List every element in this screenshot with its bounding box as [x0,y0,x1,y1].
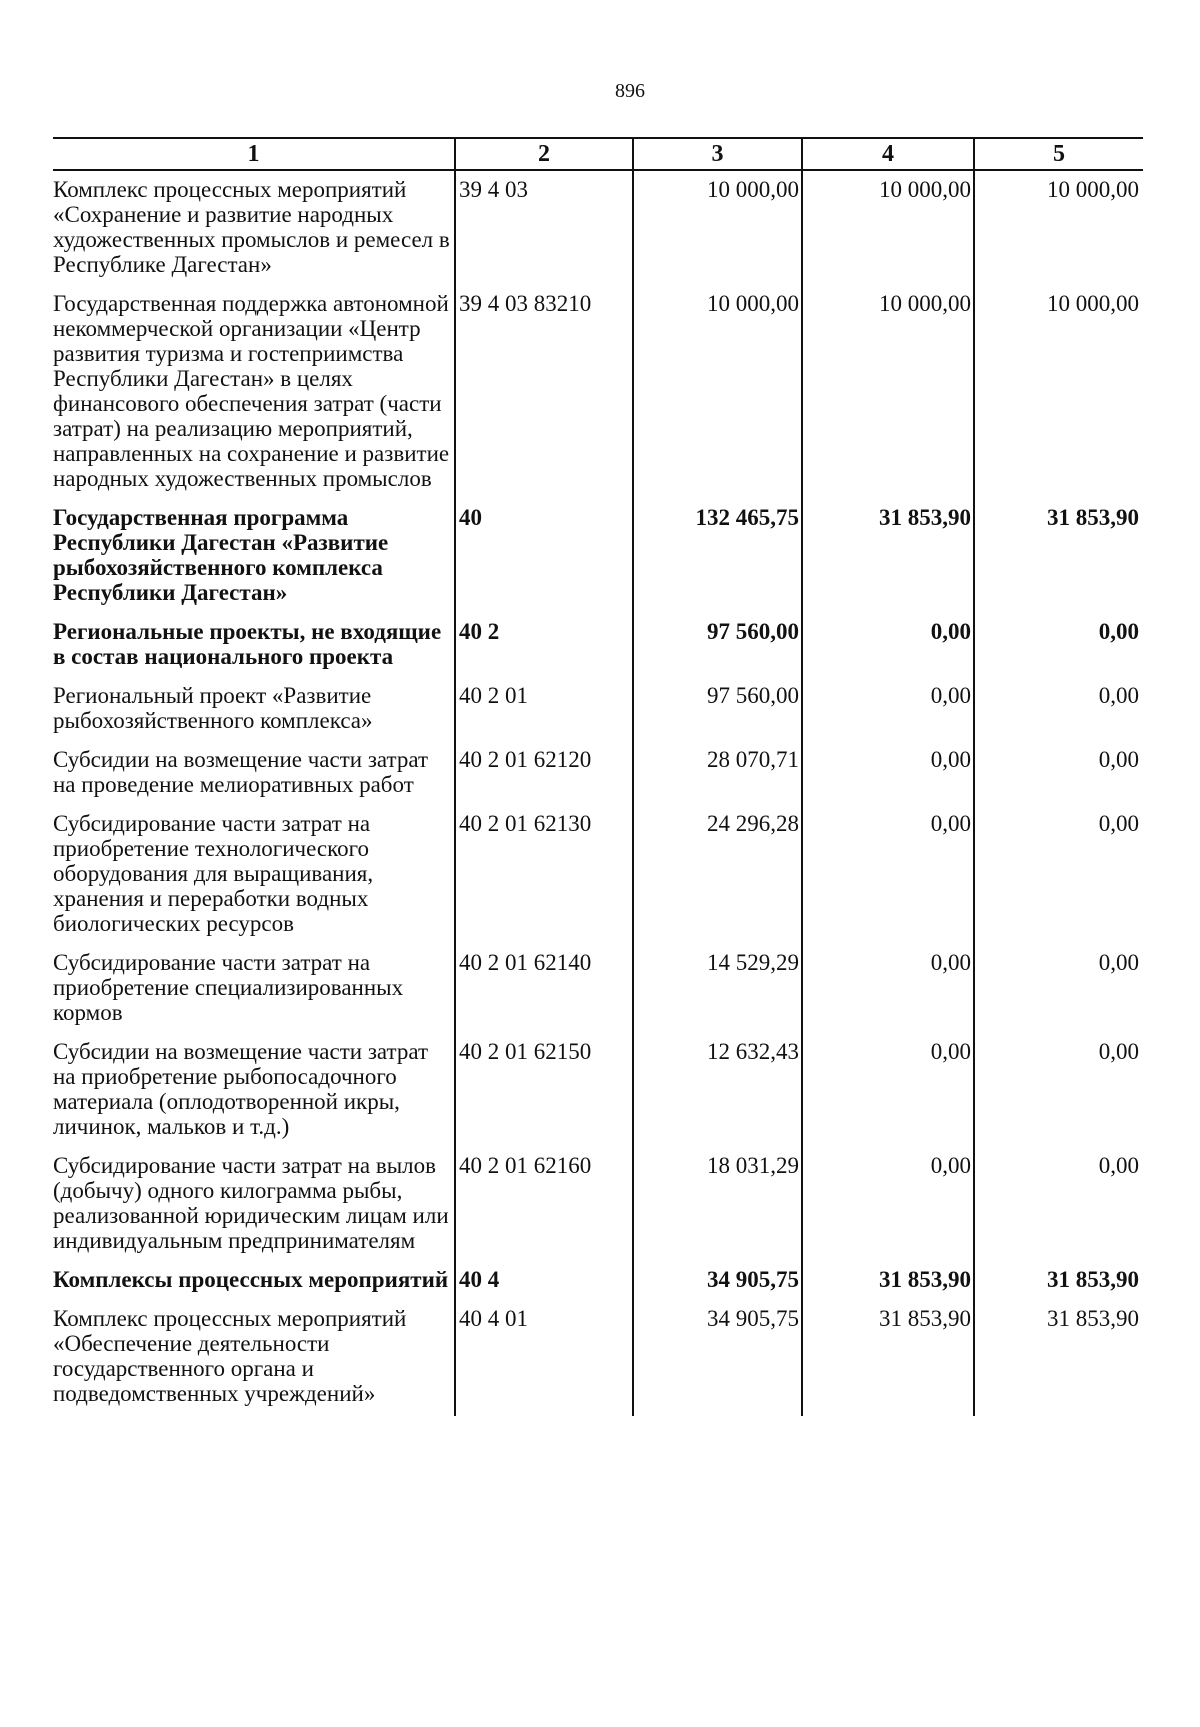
row-code: 39 4 03 83210 [455,285,633,499]
table-row [53,677,1143,741]
row-name: Государственная поддержка автономной некоммерческой организации «Центр развития туризма и гостеприимства Республики Дагестан» в целях финансового обеспечения затрат (части затрат) на реализацию мероприятий, направленных на сохранение и развитие народных художественных промыслов [53,291,450,491]
row-value-3: 18 031,29 [633,1147,802,1261]
table-row [53,1033,1143,1147]
row-value-3: 132 465,75 [633,499,802,613]
row-value-4: 0,00 [802,1033,974,1147]
row-name: Региональные проекты, не входящие в состав национального проекта [53,619,442,669]
table-row [53,613,1143,677]
budget-table [53,137,1143,1416]
row-value-4: 0,00 [802,1147,974,1261]
row-code: 40 4 [455,1261,633,1300]
row-code: 40 2 01 [455,677,633,741]
row-value-4: 0,00 [802,741,974,805]
column-header-1: 1 [53,138,455,170]
table-row [53,285,1143,499]
row-value-3: 10 000,00 [633,285,802,499]
row-value-4: 0,00 [802,805,974,944]
row-value-4: 31 853,90 [802,1300,974,1416]
row-value-4: 31 853,90 [802,499,974,613]
row-name: Субсидии на возмещение части затрат на проведение мелиоративных работ [53,747,429,797]
row-code: 39 4 03 [455,170,633,285]
row-value-5: 31 853,90 [974,499,1143,613]
row-value-3: 24 296,28 [633,805,802,944]
row-value-5: 0,00 [974,741,1143,805]
row-name: Комплекс процессных мероприятий «Сохранение и развитие народных художественных промыслов и ремесел в Республике Дагестан» [53,177,450,277]
row-value-5: 0,00 [974,1033,1143,1147]
row-value-4: 0,00 [802,944,974,1033]
table-header-row [53,138,1143,170]
table-row [53,1147,1143,1261]
row-value-5: 0,00 [974,805,1143,944]
row-name: Комплекс процессных мероприятий «Обеспечение деятельности государственного органа и подведомственных учреждений» [53,1306,407,1406]
column-header-5: 5 [974,138,1143,170]
row-name: Субсидирование части затрат на приобретение специализированных кормов [53,950,404,1025]
row-value-5: 0,00 [974,1147,1143,1261]
row-value-5: 0,00 [974,613,1143,677]
row-value-5: 0,00 [974,677,1143,741]
row-name: Субсидирование части затрат на приобретение технологического оборудования для выращивания, хранения и переработки водных биологических ресурсов [53,811,374,936]
row-value-5: 10 000,00 [974,285,1143,499]
row-name: Комплексы процессных мероприятий [53,1267,449,1292]
row-name: Субсидии на возмещение части затрат на приобретение рыбопосадочного материала (оплодотворенной икры, личинок, мальков и т.д.) [53,1039,429,1139]
table-row [53,944,1143,1033]
column-header-4: 4 [802,138,974,170]
row-value-3: 12 632,43 [633,1033,802,1147]
row-value-3: 14 529,29 [633,944,802,1033]
row-code: 40 4 01 [455,1300,633,1416]
column-header-3: 3 [633,138,802,170]
row-name: Государственная программа Республики Дагестан «Развитие рыбохозяйственного комплекса Республики Дагестан» [53,505,389,605]
row-value-3: 34 905,75 [633,1261,802,1300]
table-row [53,805,1143,944]
row-value-5: 31 853,90 [974,1261,1143,1300]
row-value-3: 34 905,75 [633,1300,802,1416]
row-code: 40 [455,499,633,613]
row-code: 40 2 01 62130 [455,805,633,944]
row-code: 40 2 01 62140 [455,944,633,1033]
row-value-4: 10 000,00 [802,170,974,285]
row-value-3: 97 560,00 [633,613,802,677]
row-code: 40 2 01 62160 [455,1147,633,1261]
table-row [53,741,1143,805]
table-row [53,499,1143,613]
table-row [53,170,1143,285]
table-row [53,1300,1143,1416]
column-header-2: 2 [455,138,633,170]
row-code: 40 2 [455,613,633,677]
page-number: 896 [615,80,645,102]
table-row [53,1261,1143,1300]
row-name: Субсидирование части затрат на вылов (добычу) одного килограмма рыбы, реализованной юридическим лицам или индивидуальным предпринимателям [53,1153,449,1253]
row-code: 40 2 01 62120 [455,741,633,805]
row-value-5: 0,00 [974,944,1143,1033]
row-value-4: 31 853,90 [802,1261,974,1300]
row-value-3: 28 070,71 [633,741,802,805]
row-value-5: 10 000,00 [974,170,1143,285]
row-value-4: 10 000,00 [802,285,974,499]
row-value-4: 0,00 [802,677,974,741]
row-name: Региональный проект «Развитие рыбохозяйственного комплекса» [53,683,373,733]
row-value-5: 31 853,90 [974,1300,1143,1416]
row-value-4: 0,00 [802,613,974,677]
row-code: 40 2 01 62150 [455,1033,633,1147]
row-value-3: 10 000,00 [633,170,802,285]
row-value-3: 97 560,00 [633,677,802,741]
